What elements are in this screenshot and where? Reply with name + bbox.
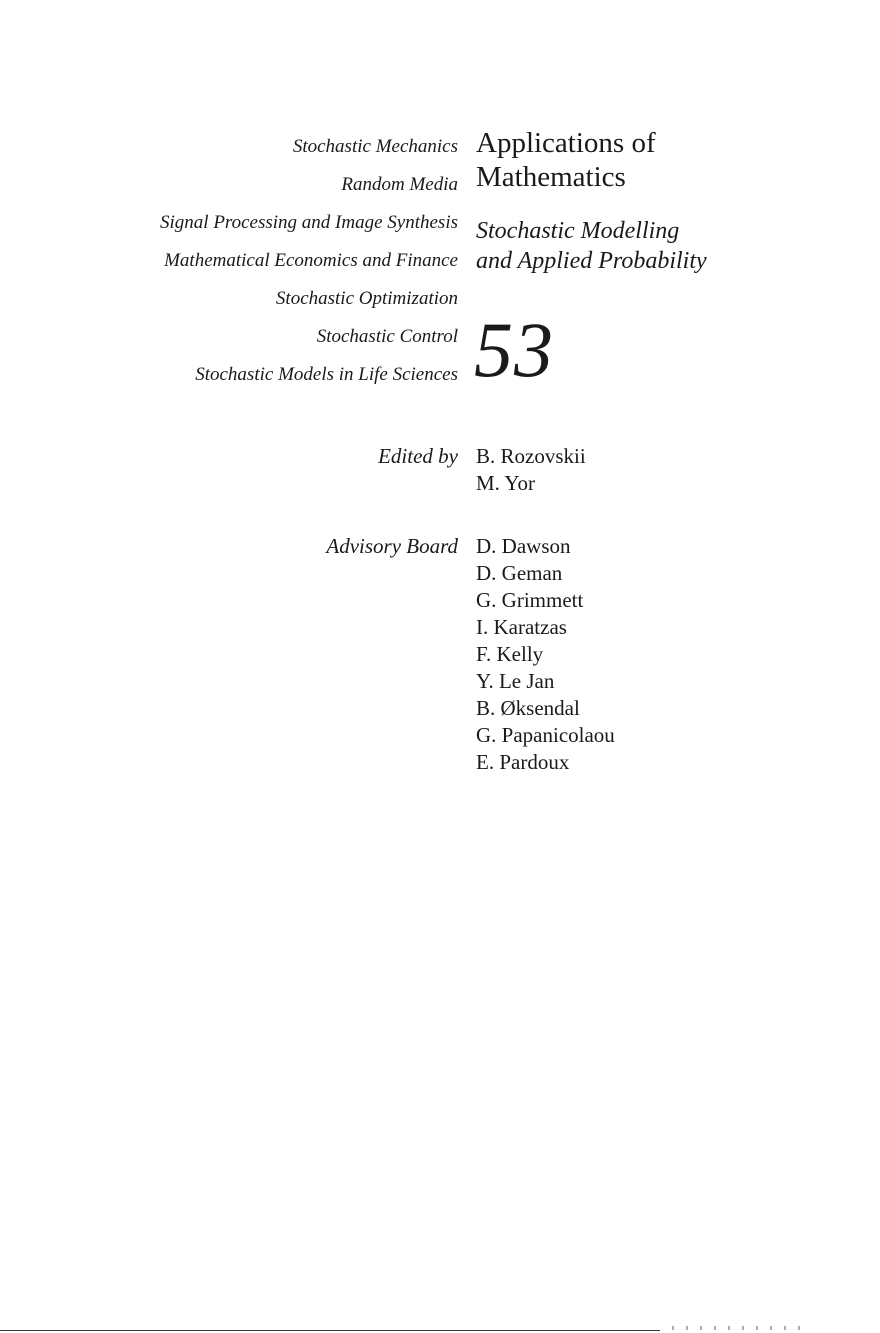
board-member-name: I. Karatzas <box>476 615 567 639</box>
series-subtitle-line: and Applied Probability <box>476 248 707 274</box>
advisory-board-list <box>476 533 615 776</box>
board-member-name: G. Grimmett <box>476 588 584 612</box>
topic-item: Stochastic Mechanics <box>292 136 458 157</box>
topic-item: Stochastic Models in Life Sciences <box>195 364 458 385</box>
series-subtitle-line: Stochastic Modelling <box>476 218 680 244</box>
board-member-name: Y. Le Jan <box>476 669 555 693</box>
volume-number: 53 <box>474 306 554 393</box>
series-title-line: Mathematics <box>476 161 626 193</box>
topic-item: Signal Processing and Image Synthesis <box>160 212 458 233</box>
series-title <box>476 126 656 194</box>
bottom-rule <box>0 1330 660 1331</box>
series-subtitle <box>476 216 707 276</box>
edited-by-label: Edited by <box>378 444 458 468</box>
board-member-name: B. Øksendal <box>476 696 580 720</box>
advisory-board-label: Advisory Board <box>326 534 458 558</box>
board-member-name: E. Pardoux <box>476 750 570 774</box>
board-member-name: D. Geman <box>476 561 563 585</box>
topic-item: Mathematical Economics and Finance <box>164 250 458 271</box>
board-member-name: F. Kelly <box>476 642 544 666</box>
topic-item: Random Media <box>341 174 458 195</box>
editor-list <box>476 443 586 497</box>
board-member-name: D. Dawson <box>476 534 571 558</box>
topic-item: Stochastic Control <box>316 326 458 347</box>
editor-name: B. Rozovskii <box>476 444 586 468</box>
series-title-line: Applications of <box>476 127 656 159</box>
scan-artifact <box>672 1326 802 1330</box>
topic-list <box>160 128 458 394</box>
topic-item: Stochastic Optimization <box>275 288 458 309</box>
editor-name: M. Yor <box>476 471 535 495</box>
board-member-name: G. Papanicolaou <box>476 723 615 747</box>
